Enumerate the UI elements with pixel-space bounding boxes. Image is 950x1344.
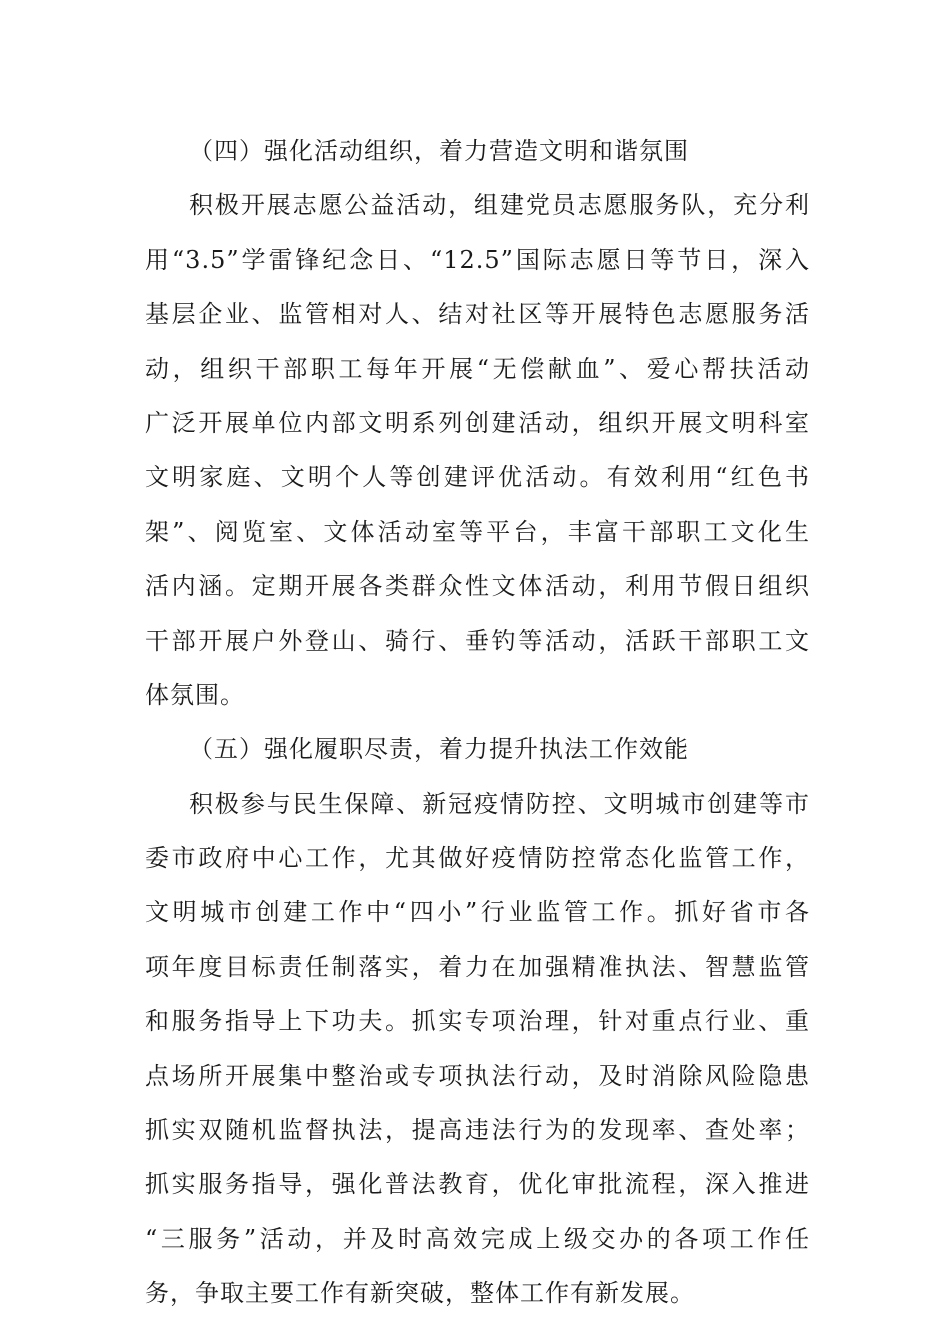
paragraph-line: 积极参与民生保障、新冠疫情防控、文明城市创建等市 <box>189 789 810 818</box>
paragraph-line: 点场所开展集中整治或专项执法行动，及时消除风险隐患 <box>145 1061 810 1090</box>
paragraph-line: 活内涵。定期开展各类群众性文体活动，利用节假日组织 <box>145 572 810 601</box>
paragraph-line: 体氛围。 <box>145 680 245 709</box>
paragraph-line: 基层企业、监管相对人、结对社区等开展特色志愿服务活 <box>145 300 810 329</box>
document-body <box>145 124 810 1321</box>
paragraph-line: 务，争取主要工作有新突破，整体工作有新发展。 <box>145 1279 695 1308</box>
paragraph-line: “三服务”活动，并及时高效完成上级交办的各项工作任 <box>145 1224 810 1253</box>
section-heading-5: （五）强化履职尽责，着力提升执法工作效能 <box>189 735 689 764</box>
paragraph-line: 广泛开展单位内部文明系列创建活动，组织开展文明科室 <box>145 408 810 437</box>
paragraph-line: 文明家庭、文明个人等创建评优活动。有效利用“红色书 <box>145 463 810 492</box>
paragraph-line: 抓实服务指导，强化普法教育，优化审批流程，深入推进 <box>145 1170 810 1199</box>
paragraph-line: 项年度目标责任制落实，着力在加强精准执法、智慧监管 <box>145 952 810 981</box>
paragraph-line: 积极开展志愿公益活动，组建党员志愿服务队，充分利 <box>189 191 810 220</box>
section-heading-4: （四）强化活动组织，着力营造文明和谐氛围 <box>189 137 689 165</box>
paragraph-line: 文明城市创建工作中“四小”行业监管工作。抓好省市各 <box>145 898 810 927</box>
paragraph-line: 架”、阅览室、文体活动室等平台，丰富干部职工文化生 <box>145 517 810 546</box>
paragraph-line: 和服务指导上下功夫。抓实专项治理，针对重点行业、重 <box>145 1007 810 1036</box>
paragraph-line: 动，组织干部职工每年开展“无偿献血”、爱心帮扶活动 <box>145 354 810 383</box>
paragraph-line: 抓实双随机监督执法，提高违法行为的发现率、查处率； <box>145 1116 810 1145</box>
paragraph-line: 用“3.5”学雷锋纪念日、“12.5”国际志愿日等节日，深入 <box>145 245 810 274</box>
paragraph-line: 委市政府中心工作，尤其做好疫情防控常态化监管工作， <box>145 844 810 873</box>
paragraph-line: 干部开展户外登山、骑行、垂钓等活动，活跃干部职工文 <box>145 626 810 655</box>
